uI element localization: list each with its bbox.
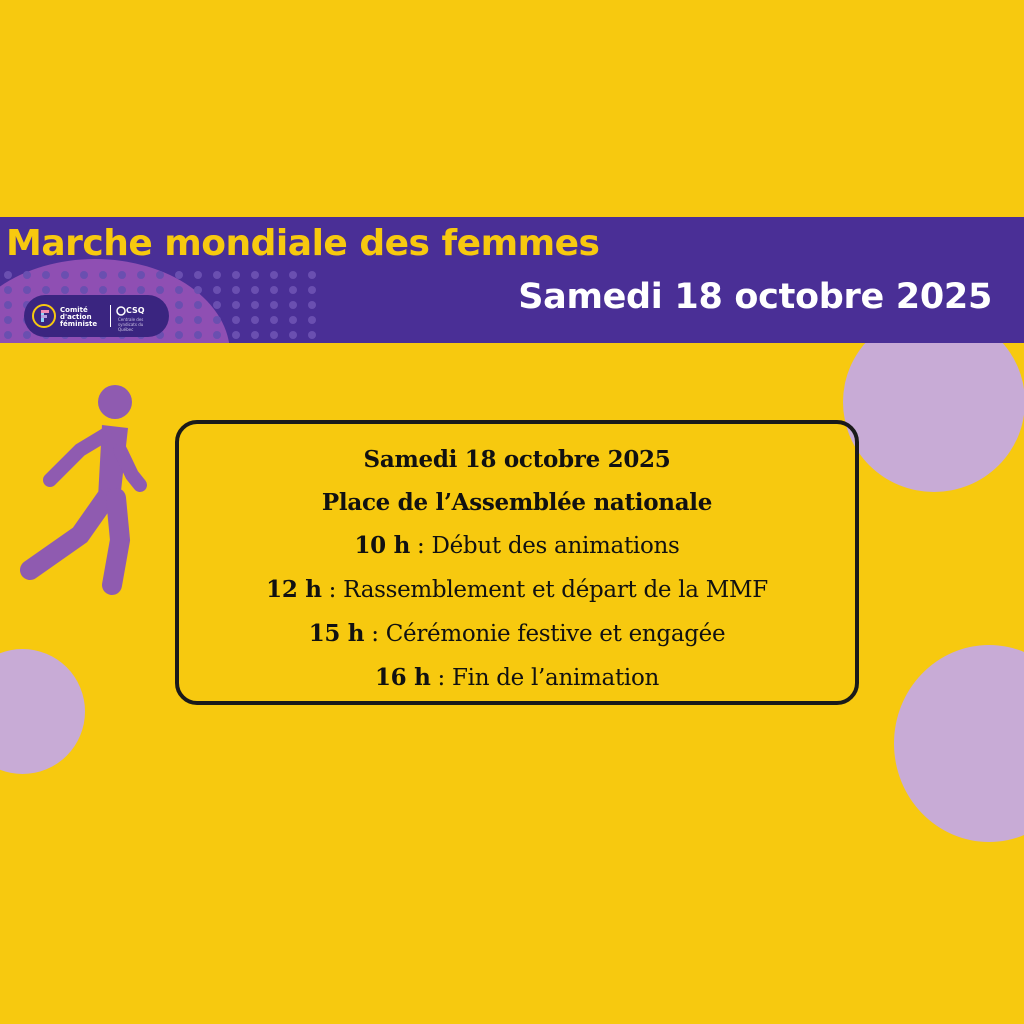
comite-logo-icon (29, 301, 59, 331)
banner-date: Samedi 18 octobre 2025 (518, 277, 992, 317)
schedule-time: 12 h (266, 576, 322, 603)
pattern-dot (4, 271, 12, 279)
partner-logos (24, 295, 169, 337)
banner-title: Marche mondiale des femmes (6, 223, 600, 264)
pattern-dot (80, 286, 88, 294)
pattern-dot (118, 286, 126, 294)
pattern-dot (308, 301, 316, 309)
schedule-time: 16 h (374, 664, 431, 691)
pattern-dot (308, 331, 316, 339)
pattern-dot (270, 316, 278, 324)
schedule-item (266, 568, 768, 612)
pattern-dot (213, 331, 221, 339)
csq-logo-subtitle: Centrale des syndicats du Québec (118, 317, 144, 332)
pattern-dot (289, 316, 297, 324)
comite-logo-text: Comité (60, 306, 88, 314)
pattern-dot (80, 271, 88, 279)
pattern-dot (175, 301, 183, 309)
decorative-circle (0, 649, 85, 774)
pattern-dot (156, 271, 164, 279)
pattern-dot (213, 301, 221, 309)
pattern-dot (232, 316, 240, 324)
schedule-time: 15 h (308, 620, 365, 647)
pattern-dot (232, 286, 240, 294)
pattern-dot (137, 271, 145, 279)
pattern-dot (289, 301, 297, 309)
pattern-dot (175, 316, 183, 324)
pattern-dot (23, 271, 31, 279)
pattern-dot (270, 286, 278, 294)
comite-logo-text: féministe (60, 320, 98, 328)
pattern-dot (99, 271, 107, 279)
pattern-dot (213, 271, 221, 279)
decorative-circle (894, 645, 1024, 842)
pattern-dot (23, 286, 31, 294)
schedule-text: : Début des animations (410, 533, 680, 559)
pattern-dot (4, 301, 12, 309)
pattern-dot (251, 331, 259, 339)
schedule-item (354, 524, 679, 568)
pattern-dot (175, 331, 183, 339)
pattern-dot (251, 271, 259, 279)
pattern-dot (213, 286, 221, 294)
pattern-dot (251, 316, 259, 324)
pattern-dot (156, 286, 164, 294)
pattern-dot (308, 286, 316, 294)
pattern-dot (232, 331, 240, 339)
walking-person-icon (20, 380, 160, 600)
pattern-dot (232, 271, 240, 279)
event-location: Place de l’Assemblée nationale (321, 489, 713, 516)
pattern-dot (194, 316, 202, 324)
schedule-item (309, 612, 726, 656)
pattern-dot (194, 301, 202, 309)
header-banner (0, 217, 1024, 343)
pattern-dot (270, 271, 278, 279)
pattern-dot (61, 271, 69, 279)
csq-logo-icon (116, 306, 126, 316)
pattern-dot (232, 301, 240, 309)
pattern-dot (213, 316, 221, 324)
pattern-dot (42, 271, 50, 279)
pattern-dot (118, 271, 126, 279)
pattern-dot (270, 331, 278, 339)
csq-logo-text: CSQ (126, 306, 145, 315)
schedule-text: : Rassemblement et départ de la MMF (321, 577, 768, 603)
pattern-dot (289, 286, 297, 294)
pattern-dot (23, 331, 31, 339)
pattern-dot (194, 331, 202, 339)
pattern-dot (175, 271, 183, 279)
pattern-dot (137, 286, 145, 294)
pattern-dot (308, 271, 316, 279)
event-info-box (175, 420, 859, 705)
pattern-dot (289, 271, 297, 279)
comite-logo-text: d'action (60, 313, 92, 321)
pattern-dot (289, 331, 297, 339)
schedule-item (375, 656, 659, 700)
schedule-text: : Cérémonie festive et engagée (364, 621, 726, 647)
pattern-dot (194, 271, 202, 279)
schedule-text: : Fin de l’animation (430, 665, 660, 691)
pattern-dot (270, 301, 278, 309)
pattern-dot (42, 286, 50, 294)
logo-divider (110, 305, 111, 327)
pattern-dot (175, 286, 183, 294)
pattern-dot (4, 331, 12, 339)
schedule-time: 10 h (354, 532, 410, 559)
pattern-dot (99, 286, 107, 294)
pattern-dot (194, 286, 202, 294)
pattern-dot (4, 286, 12, 294)
pattern-dot (61, 286, 69, 294)
pattern-dot (251, 286, 259, 294)
pattern-dot (251, 301, 259, 309)
pattern-dot (4, 316, 12, 324)
event-date: Samedi 18 octobre 2025 (363, 446, 671, 473)
pattern-dot (308, 316, 316, 324)
